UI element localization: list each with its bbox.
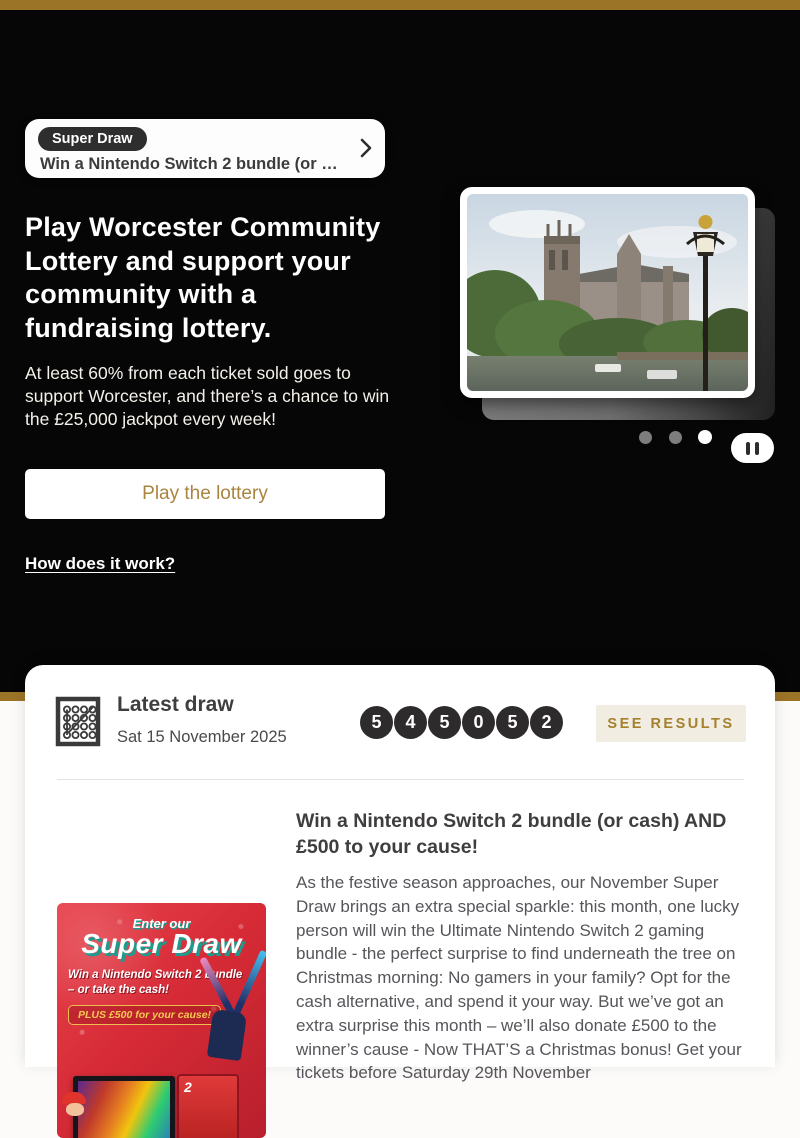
super-draw-promo-image[interactable] [57,903,266,1138]
draw-number-ball: 2 [530,706,563,739]
draw-number-ball: 5 [360,706,393,739]
switch-box-graphic [177,1074,239,1138]
draw-numbers [360,706,563,739]
carousel-active-slide [460,187,755,398]
draw-number-ball: 5 [428,706,461,739]
promo-cause-badge: PLUS £500 for your cause! [68,1005,221,1025]
hero-section [0,10,800,692]
promo-line2: – or take the cash! [68,984,169,996]
carousel-dot-3-active[interactable] [698,430,712,444]
article [296,808,748,1085]
hero-subtext: At least 60% from each ticket sold goes to support Worcester, and there’s a chance to win the £25,000 jackpot every week! [25,363,390,429]
carousel-dot-1[interactable] [639,431,652,444]
carousel-dot-2[interactable] [669,431,682,444]
top-accent-bar [0,0,800,10]
draw-number-ball: 4 [394,706,427,739]
section-divider [57,779,744,780]
how-does-it-work-link[interactable]: How does it work? [25,554,176,573]
worcester-cathedral-photo [467,194,748,391]
chevron-right-icon [359,138,373,158]
pause-icon [755,442,759,455]
play-lottery-button[interactable]: Play the lottery [25,469,385,519]
hero-heading: Play Worcester Community Lottery and support your community with a fundraising lottery. [25,212,381,343]
see-results-button[interactable]: SEE RESULTS [596,705,746,742]
tv-graphic [73,1076,175,1138]
carousel-pause-button[interactable] [731,433,774,463]
latest-draw-card [25,665,775,1095]
pokemon-body-graphic [207,1009,247,1061]
promo-line1: Win a Nintendo Switch 2 bundle [68,969,243,981]
latest-draw-date: Sat 15 November 2025 [117,728,287,746]
draw-number-ball: 5 [496,706,529,739]
banner-title: Win a Nintendo Switch 2 bundle (or … [40,155,338,173]
pause-icon [746,442,750,455]
lottery-ticket-icon [55,696,101,752]
article-body: As the festive season approaches, our November Super Draw brings an extra special sparkle: this month, one lucky person will win the Ultimate Nintendo Switch 2 gaming bundle - the perfect surprise to find underneath the tree on Christmas morning: No gamers in your family? Opt for the cash alternative, and spend it your way. But we’ve got an extra surprise this month – we’ll also donate £500 to the winner’s cause - Now THAT’S a Christmas bonus! Get your tickets before Saturday 29th November [296,873,742,1083]
draw-number-ball: 0 [462,706,495,739]
article-heading: Win a Nintendo Switch 2 bundle (or cash) AND £500 to your cause! [296,810,727,858]
super-draw-badge: Super Draw [38,127,147,151]
promo-eyebrow: Enter our [132,916,191,931]
mario-graphic [62,1092,88,1122]
super-draw-banner[interactable] [25,119,385,178]
switch-box-logo: 2 [184,1079,192,1095]
latest-draw-title: Latest draw [117,693,234,716]
promo-title: Super Draw [81,928,242,959]
